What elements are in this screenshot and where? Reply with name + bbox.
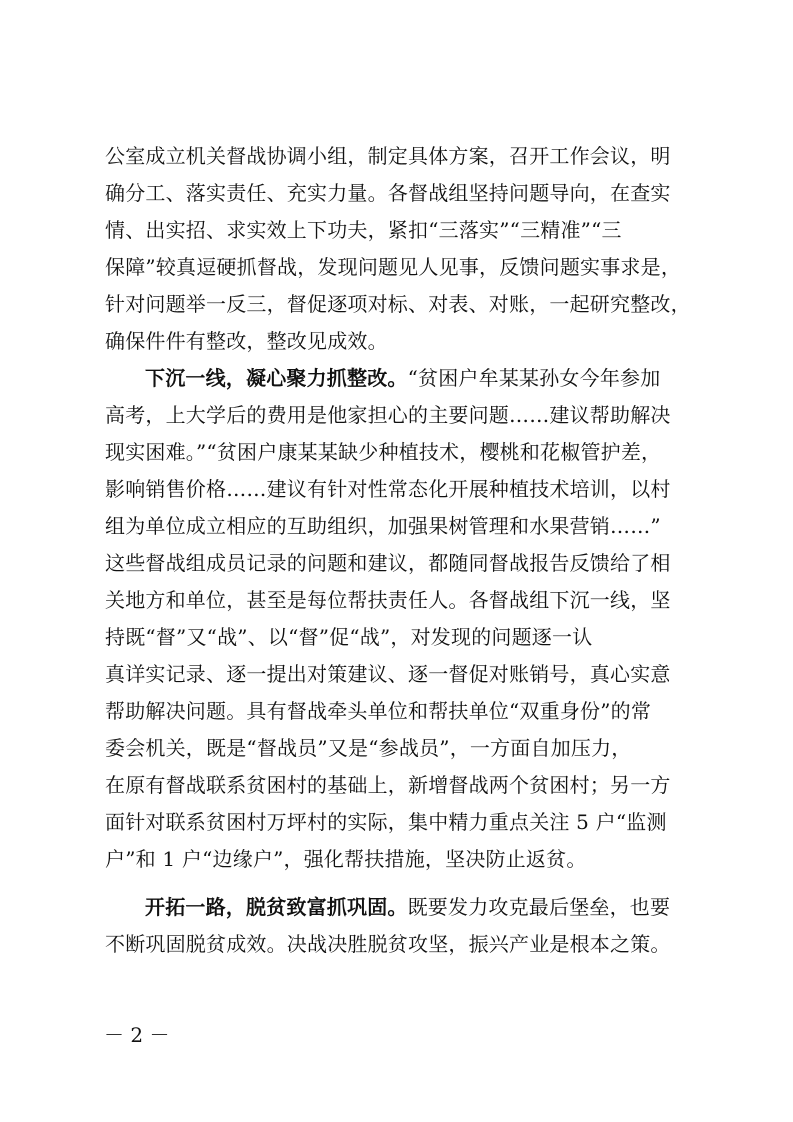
section-heading-line (145, 366, 690, 390)
paragraph-line: 在原有督战联系贫困村的基础上，新增督战两个贫困村；另一方 (105, 773, 671, 797)
paragraph-line: 帮助解决问题。具有督战牵头单位和帮扶单位“双重身份”的常 (105, 699, 652, 723)
paragraph-line: 针对问题举一反三，督促逐项对标、对表、对账，一起研究整改， (105, 292, 691, 316)
paragraph-line: 不断巩固脱贫成效。决战决胜脱贫攻坚，振兴产业是根本之策。 (105, 932, 671, 956)
paragraph-line: 组为单位成立相应的互助组织，加强果树管理和水果营销……” (105, 514, 661, 538)
paragraph-line: 确保件件有整改，整改见成效。 (105, 329, 388, 353)
paragraph-line: 确分工、落实责任、充实力量。各督战组坚持问题导向，在查实 (105, 181, 671, 205)
paragraph-line: 保障”较真逗硬抓督战，发现问题见人见事，反馈问题实事求是， (105, 255, 682, 279)
section-heading: 下沉一线，凝心聚力抓整改。 (145, 366, 408, 390)
paragraph-line: 持既“督”又“战”、以“督”促“战”，对发现的问题逐一认 (105, 625, 593, 649)
paragraph-text: “贫困户牟某某孙女今年参加 (407, 366, 661, 390)
paragraph-line: 委会机关，既是“督战员”又是“参战员”，一方面自加压力， (105, 736, 632, 760)
paragraph-line: 面针对联系贫困村万坪村的实际，集中精力重点关注 5 户“监测 (105, 810, 667, 834)
paragraph-line: 户”和 1 户“边缘户”，强化帮扶措施，坚决防止返贫。 (105, 847, 587, 871)
paragraph-line: 关地方和单位，甚至是每位帮扶责任人。各督战组下沉一线，坚 (105, 588, 671, 612)
section-heading: 开拓一路，脱贫致富抓巩固。 (145, 895, 408, 919)
paragraph-line: 情、出实招、求实效上下功夫，紧扣“三落实”“三精准”“三 (105, 218, 622, 242)
paragraph-line: 高考，上大学后的费用是他家担心的主要问题……建议帮助解决 (105, 403, 671, 427)
page-number: － 2 － (104, 1023, 170, 1047)
paragraph-line: 真详实记录、逐一提出对策建议、逐一督促对账销号，真心实意 (105, 662, 671, 686)
paragraph-line: 公室成立机关督战协调小组，制定具体方案，召开工作会议，明 (105, 144, 671, 168)
section-heading-line (145, 895, 690, 919)
paragraph-line: 现实困难。”“贫困户康某某缺少种植技术，樱桃和花椒管护差， (105, 440, 662, 464)
paragraph-text: 既要发力攻克最后堡垒，也要 (407, 895, 671, 919)
paragraph-line: 这些督战组成员记录的问题和建议，都随同督战报告反馈给了相 (105, 551, 671, 575)
paragraph-line: 影响销售价格……建议有针对性常态化开展种植技术培训，以村 (105, 477, 671, 501)
